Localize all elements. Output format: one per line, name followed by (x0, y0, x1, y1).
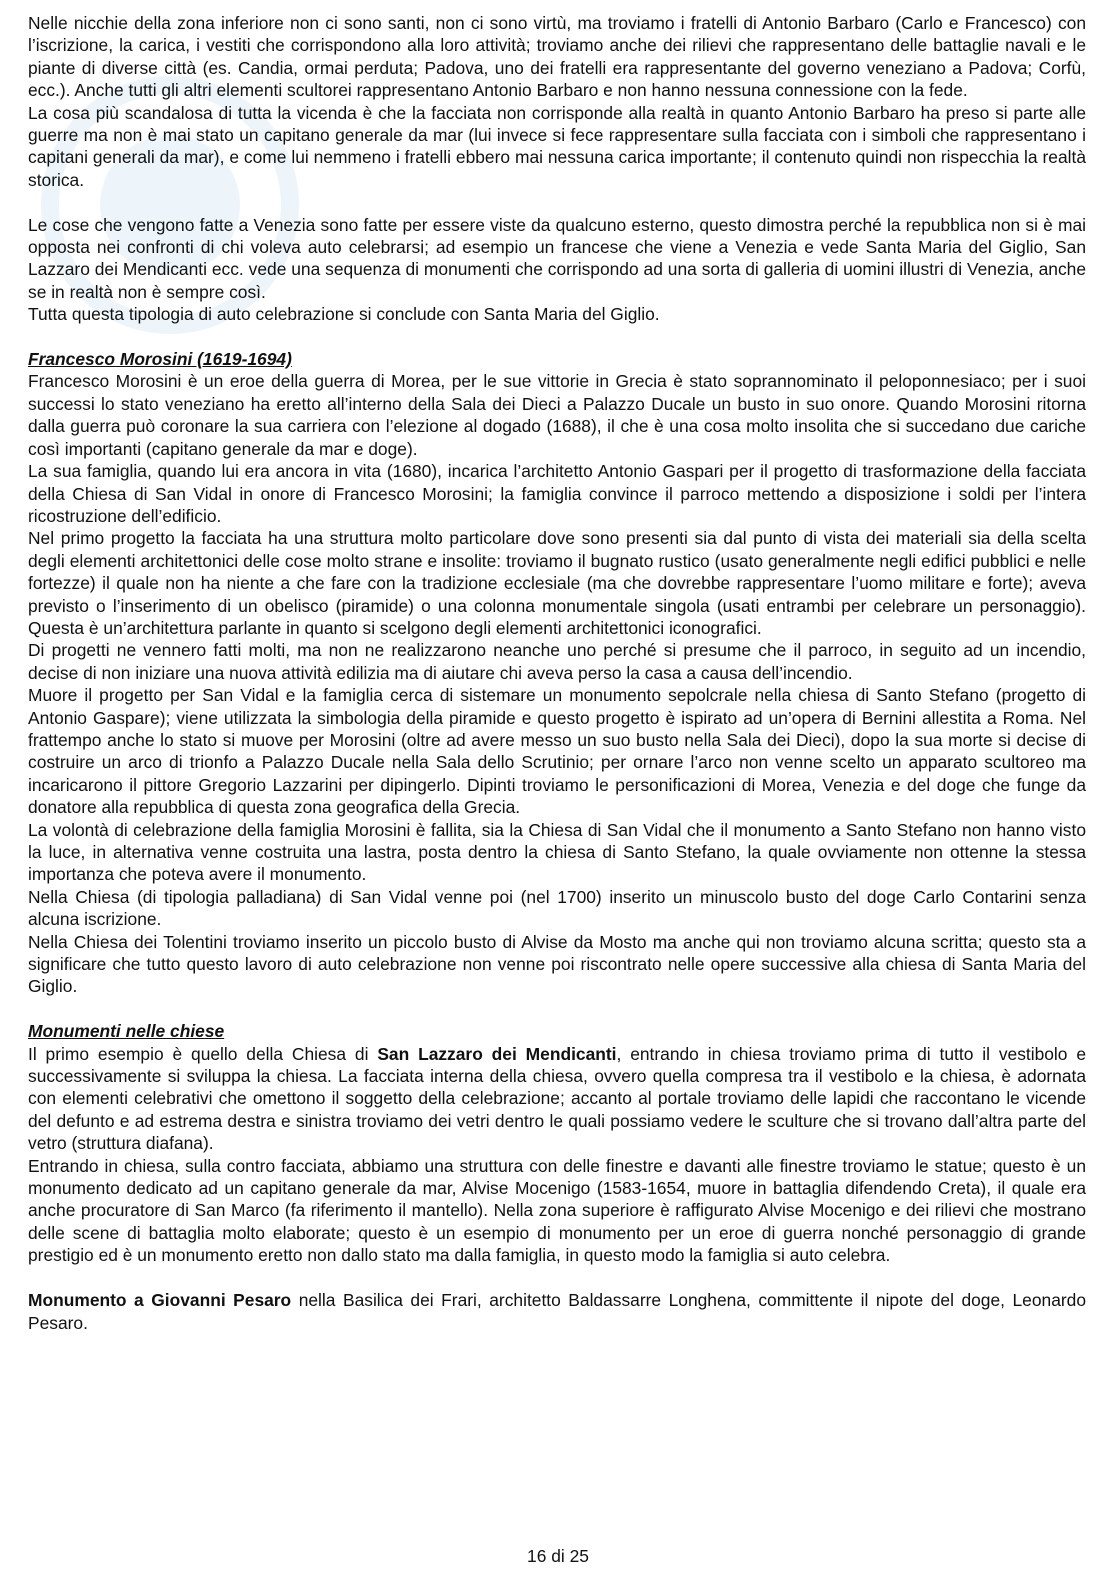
paragraph-conclusione-giglio: Tutta questa tipologia di auto celebrazione si conclude con Santa Maria del Giglio. (28, 304, 660, 325)
paragraph-mendicanti-body: , entrando in chiesa troviamo prima di tutto il vestibolo e successivamente si sviluppa la chiesa. La facciata interna della chiesa, ovvero quella compresa tra il vestibolo e la chiesa, è adornata con elementi celebrativi che omettono il soggetto della celebrazione; accanto al portale troviamo delle lapidi che raccontano le vicende del defunto e ad estrema destra e sinistra troviamo dei vetri dentro le quali possiamo vedere le sculture che si trovano dall’altra parte del vetro (struttura diafana). (28, 1043, 1086, 1154)
monument-title-bold: Monumento a Giovanni Pesaro (28, 1290, 292, 1311)
page-number: 16 di 25 (527, 1546, 589, 1566)
paragraph-pesaro (28, 1289, 1086, 1334)
paragraph-pesaro-body: nella Basilica dei Frari, architetto Baldassarre Longhena, committente il nipote del doge, Leonardo Pesaro. (28, 1290, 1087, 1333)
paragraph-morosini-8: Nella Chiesa dei Tolentini troviamo inserito un piccolo busto di Alvise da Mosto ma anche qui non troviamo alcuna scritta; questo sta a significare che tutto questo lavoro di auto celebrazione non venne poi riscontrato nelle opere successive alla chiesa di Santa Maria del Giglio. (28, 931, 1086, 997)
paragraph-morosini-1: Francesco Morosini è un eroe della guerra di Morea, per le sue vittorie in Grecia è stato soprannominato il peloponnesiaco; per i suoi successi lo stato veneziano ha eretto all’interno della Sala dei Dieci a Palazzo Ducale un busto in suo onore. Quando Morosini ritorna dalla guerra può coronare la sua carriera con l’elezione al dogado (1688), il che è una cosa molto insolita che si succedano due cariche così importanti (capitano generale da mar e doge). (28, 371, 1086, 459)
paragraph-morosini-6: La volontà di celebrazione della famiglia Morosini è fallita, sia la Chiesa di San Vidal che il monumento a Santo Stefano non hanno visto la luce, in alternativa venne costruita una lastra, posta dentro la chiesa di Santo Stefano, la quale ovviamente non ottenne la stessa importanza che poteva avere il monumento. (28, 819, 1086, 885)
paragraph-mendicanti-1 (28, 1043, 1086, 1155)
paragraph-barbaro-nicchie: Nelle nicchie della zona inferiore non ci sono santi, non ci sono virtù, ma troviamo i fratelli di Antonio Barbaro (Carlo e Francesco) con l’iscrizione, la carica, i vestiti che corrispondono alla loro attività; troviamo anche dei rilievi che rappresentano delle battaglie navali e le piante di diverse città (es. Candia, ormai perduta; Padova, uno dei fratelli era rappresentante del governo veneziano a Padova; Corfù, ecc.). Anche tutti gli altri elementi scultorei rappresentano Antonio Barbaro e non hanno nessuna connessione con la fede. (28, 13, 1086, 101)
paragraph-venezia-auto-celebrazione: Le cose che vengono fatte a Venezia sono fatte per essere viste da qualcuno esterno, questo dimostra perché la repubblica non si è mai opposta nei confronti di chi voleva auto celebrarsi; ad esempio un francese che viene a Venezia e vede Santa Maria del Giglio, San Lazzaro dei Mendicanti ecc. vede una sequenza di monumenti che corrispondo ad una sorta di galleria di uomini illustri di Venezia, anche se in realtà non è sempre così. (28, 214, 1086, 302)
paragraph-morosini-5: Muore il progetto per San Vidal e la famiglia cerca di sistemare un monumento sepolcrale nella chiesa di Santo Stefano (progetto di Antonio Gaspare); viene utilizzata la simbologia della piramide e questo progetto è ispirato ad un’opera di Bernini allestita a Roma. Nel frattempo anche lo stato si muove per Morosini (oltre ad avere messo un suo busto nella Sala dei Dieci), dopo la sua morte si decise di costruire un arco di trionfo a Palazzo Ducale nella Sala dello Scrutinio; per ornare l’arco non venne scelto un apparato scultoreo ma incaricarono il pittore Gregorio Lazzarini per dipingerlo. Dipinti troviamo le personificazioni di Morea, Venezia e del doge che funge da donatore alla repubblica di questa zona geografica della Grecia. (28, 685, 1086, 818)
spacer (28, 1267, 1086, 1289)
paragraph-morosini-3: Nel primo progetto la facciata ha una struttura molto particolare dove sono presenti sia dal punto di vista dei materiali sia della scelta degli elementi architettonici delle cose molto strane e insolite: troviamo il bugnato rustico (usato generalmente negli edifici pubblici e nelle fortezze) il quale non ha niente a che fare con la tradizione ecclesiale (ma che dovrebbe rappresentare l’uomo militare e forte); aveva previsto o l’inserimento di un obelisco (piramide) o una colonna monumentale singola (usati entrambi per celebrare un personaggio). Questa è un’architettura parlante in quanto si scelgono degli elementi architettonici iconografici. (28, 528, 1086, 638)
paragraph-barbaro-scandalo: La cosa più scandalosa di tutta la vicenda è che la facciata non corrisponde alla realtà in quanto Antonio Barbaro ha preso si parte alle guerre ma non è mai stato un capitano generale da mar (lui invece si fece rappresentare sulla facciata con i simboli che rappresentano i capitani generali da mar), e come lui nemmeno i fratelli ebbero mai nessuna carica importante; il contenuto quindi non rispecchia la realtà storica. (28, 102, 1086, 190)
paragraph-mendicanti-intro: Il primo esempio è quello della Chiesa di (28, 1043, 378, 1064)
heading-morosini: Francesco Morosini (1619-1694) (28, 349, 292, 370)
spacer (28, 998, 1086, 1020)
paragraph-morosini-2: La sua famiglia, quando lui era ancora in vita (1680), incarica l’architetto Antonio Gaspari per il progetto di trasformazione della facciata della Chiesa di San Vidal in onore di Francesco Morosini; la famiglia convince il parroco mettendo a disposizione i soldi per l’intera ricostruzione dell’edificio. (28, 461, 1086, 526)
spacer (28, 326, 1086, 348)
paragraph-mendicanti-2: Entrando in chiesa, sulla contro facciata, abbiamo una struttura con delle finestre e davanti alle finestre troviamo le statue; questo è un monumento dedicato ad un capitano generale da mar, Alvise Mocenigo (1583-1654, muore in battaglia difendendo Creta), il quale era anche procuratore di San Marco (fa riferimento il mantello). Nella zona superiore è raffigurato Alvise Mocenigo e dei rilievi che mostrano delle scene di battaglia molto elaborate; questo è un esempio di monumento per un eroe di guerra nonché personaggio di grande prestigio ed è un monumento eretto non dallo stato ma dalla famiglia, in questo modo la famiglia si auto celebra. (28, 1155, 1086, 1266)
document-page (28, 12, 1086, 1334)
spacer (28, 191, 1086, 213)
church-name-bold: San Lazzaro dei Mendicanti (377, 1043, 617, 1064)
heading-monumenti: Monumenti nelle chiese (28, 1021, 225, 1042)
paragraph-morosini-4: Di progetti ne vennero fatti molti, ma non ne realizzarono neanche uno perché si presume che il parroco, in seguito ad un incendio, decise di non iniziare una nuova attività edilizia ma di aiutare chi aveva perso la casa a causa dell’incendio. (28, 640, 1086, 683)
paragraph-morosini-7: Nella Chiesa (di tipologia palladiana) di San Vidal venne poi (nel 1700) inserito un minuscolo busto del doge Carlo Contarini senza alcuna iscrizione. (28, 886, 1086, 930)
